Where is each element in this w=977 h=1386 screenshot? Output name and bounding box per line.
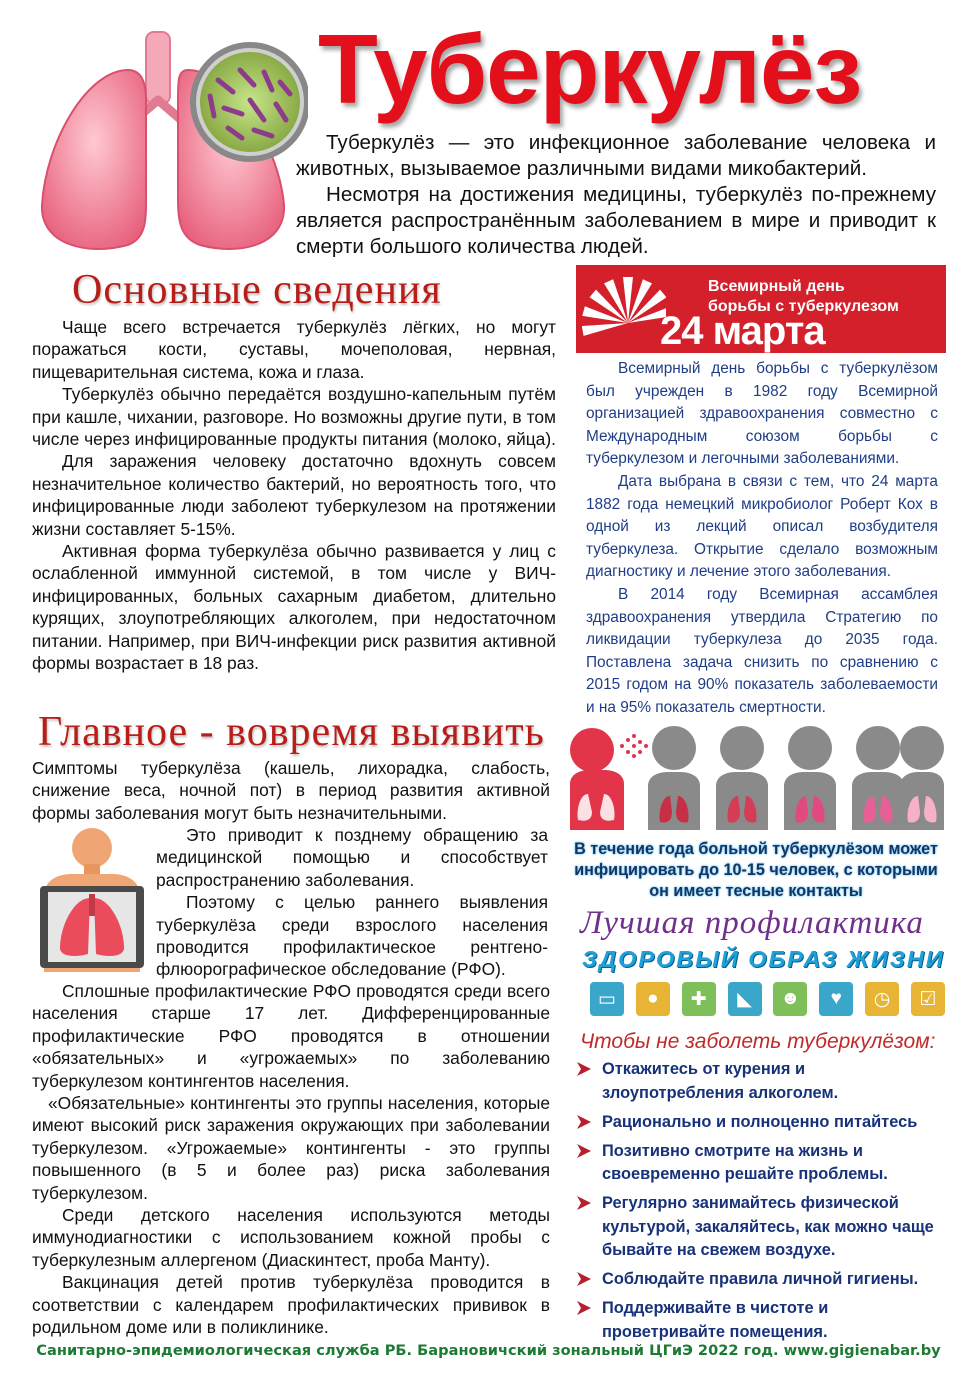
intro-paragraph: Несмотря на достижения медицины, туберкулёз по-прежнему является распространённым заболеванием в мире и приводит к смерти большого количества людей. [296,183,936,258]
page-title: Туберкулёз [318,14,862,124]
world-tb-day-banner [576,265,946,353]
healthy-lifestyle-icons [590,982,945,1022]
strongman-icon: ☻ [773,982,807,1016]
basics-paragraph: Чаще всего встречается туберкулёз лёгких, но могут поражаться кости, суставы, мочеполовая, нервная, пищеварительная система, кожа и глаза. [32,317,556,382]
detect-paragraph [156,824,548,981]
world-day-text [586,358,938,720]
list-item [576,1192,944,1263]
tip-text: Соблюдайте правила личной гигиены. [602,1270,919,1288]
arrow-right-icon [576,1114,592,1130]
tip-text: Откажитесь от курения и злоупотребления алкоголем. [602,1060,839,1102]
arrow-right-icon [576,1061,592,1077]
stopwatch-icon: ◷ [865,982,899,1016]
intro-paragraph: Туберкулёз — это инфекционное заболевание человека и животных, вызываемое различными видами микобактерий. [296,131,936,180]
arrow-right-icon [576,1271,592,1287]
detect-continuation [32,980,550,1339]
list-item [576,1140,944,1187]
infection-caption: В течение года больной туберкулёзом может инфицировать до 10-15 человек, с которыми он имеет тесные контакты [574,840,938,900]
infection-spread-illustration [570,724,944,830]
world-day-paragraph: Всемирный день борьбы с туберкулёзом был учрежден в 1982 году Всемирной организацией здравоохранения совместно с Международным союзом борьбы с туберкулезом и легочными заболеваниями. [586,360,938,468]
pills-icon: ✚ [682,982,716,1016]
list-item [576,1297,944,1344]
detect-paragraph-5: «Обязательные» контингенты это группы населения, которые имеют высокий риск заражения окружающих при заболевании туберкулезом. «Угрожаемые» контингенты - это группы повышенного (в 5 и более раз) риска заболевания туберкулезом. [32,1093,550,1203]
detect-paragraph-6: Среди детского населения используются методы иммунодиагностики с использованием кожной пробы с туберкулезным аллергеном (Диаскинтест, проба Манту). [32,1205,550,1270]
tip-text: Поддерживайте в чистоте и проветривайте помещения. [602,1299,829,1341]
tips-heading: Чтобы не заболеть туберкулёзом: [580,1030,936,1053]
detect-paragraph-2: Это приводит к позднему обращению за медицинской помощью и способствует распространению заболевания. [156,825,548,890]
checklist-icon: ☑ [911,982,945,1016]
kettlebell-icon: ● [636,982,670,1016]
lungs-illustration [28,30,308,262]
basics-paragraph: Для заражения человеку достаточно вдохнуть совсем незначительное количество бактерий, но вероятность того, что инфицированные люди заболеют туберкулезом на протяжении жизни составляет 5-15%. [32,451,556,539]
intro-text [296,130,936,260]
tips-list [576,1058,944,1350]
arrow-right-icon [576,1300,592,1316]
detect-paragraph: Симптомы туберкулёза (кашель, лихорадка, слабость, снижение веса, ночной пот) в период развития активной формы заболевания могут быть незначительными. [32,758,550,823]
arrow-right-icon [576,1143,592,1159]
detect-paragraph-4: Сплошные профилактические РФО проводятся среди всего населения старше 17 лет. Дифференцированные профилактические РФО проводятся в отношении «обязательных» и «угрожаемых» по заболеванию туберкулезом контингентов населения. [32,981,550,1091]
detect-paragraph-7: Вакцинация детей против туберкулёза проводится в соответствии с календарем профилактических прививок в родильном доме или в поликлинике. [32,1272,550,1338]
tip-text: Регулярно занимайтесь физической культурой, закаляйтесь, как можно чаще бывайте на свежем воздухе. [602,1194,934,1259]
healthy-lifestyle-title: ЗДОРОВЫЙ ОБРАЗ ЖИЗНИ [582,946,945,972]
basics-paragraph: Туберкулёз обычно передаётся воздушно-капельным путём при кашле, чихании, разговоре. Но возможны другие пути, в том числе через инфицированные продукты питания (молоко, яйца). [32,384,556,450]
list-item [576,1268,944,1292]
basics-heading: Основные сведения [72,267,442,313]
banner-line-1: Всемирный день [708,278,845,295]
banner-date: 24 марта [660,309,825,353]
yoga-mat-icon: ▭ [590,982,624,1016]
tip-text: Рационально и полноценно питайтесь [602,1112,918,1131]
footer-text: Санитарно-эпидемиологическая служба РБ. Барановичский зональный ЦГиЭ 2022 год. www.gigienabar.by [36,1342,941,1359]
sneaker-icon: ◣ [728,982,762,1016]
tip-text: Позитивно смотрите на жизнь и своевременно решайте проблемы. [602,1141,888,1183]
basics-paragraph: Активная форма туберкулёза обычно развивается у лиц с ослабленной иммунной системой, в том числе у ВИЧ-инфицированных, больных сахарным диабетом, длительно курящих, злоупотребляющих алкоголем, при недостаточном питании. Например, при ВИЧ-инфекции риск развития активной формы возрастает в 18 раз. [32,541,556,674]
best-prevention-title: Лучшая профилактика [580,905,924,941]
list-item [576,1111,944,1135]
detect-paragraph-3: Поэтому с целью раннего выявления туберкулёза среди взрослого населения проводится профилактическое рентгено-флюорографическое обследование (РФО). [156,892,548,980]
world-day-paragraph: В 2014 году Всемирная ассамблея здравоохранения утвердила Стратегию по ликвидации туберкулеза до 2035 года. Поставлена задача снизить по сравнению с 2015 годом на 90% показатель заболеваемости и на 95% показатель смертности. [586,585,938,716]
basics-section [32,316,556,675]
heart-rate-icon: ♥ [819,982,853,1016]
flower-icon [582,269,666,349]
arrow-right-icon [576,1195,592,1211]
banner-line-2: борьбы с туберкулезом [708,298,899,315]
list-item [576,1058,944,1105]
detect-heading: Главное - вовремя выявить [38,709,545,755]
xray-person-illustration [34,826,150,972]
world-day-paragraph: Дата выбрана в связи с тем, что 24 марта 1882 года немецкий микробиолог Роберт Кох в одной из лекций описал возбудителя туберкулеза. Открытие сделало возможным диагностику и лечение этого заболевания. [586,472,938,581]
